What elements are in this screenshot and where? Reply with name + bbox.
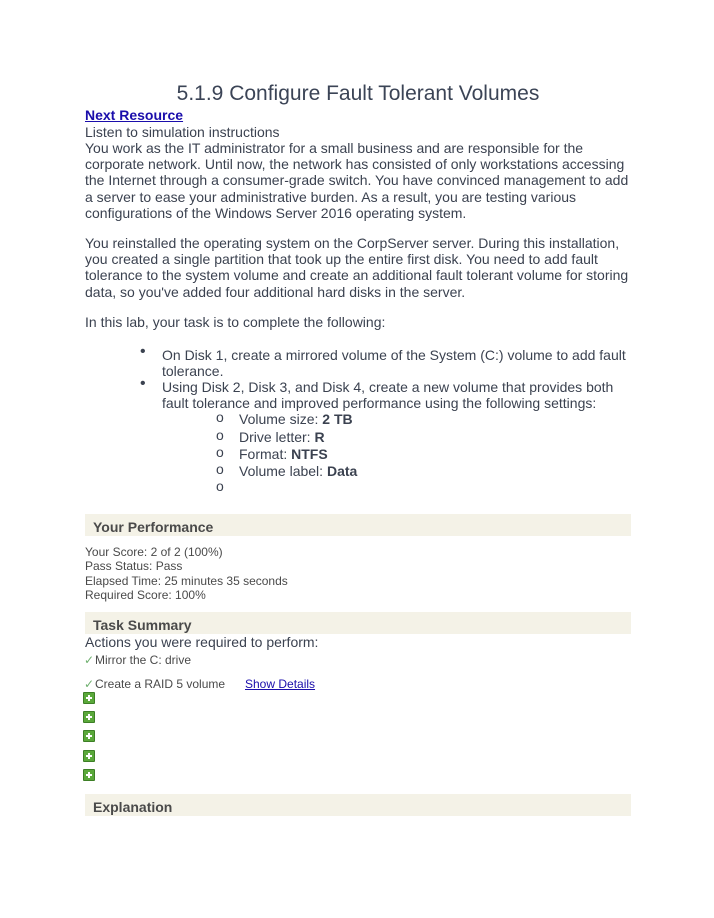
setting-volume-label [216,461,358,479]
bullet-icon: • [140,343,146,360]
next-resource-link[interactable]: Next Resource [85,107,184,123]
show-details-link[interactable]: Show Details [245,677,316,691]
bullet-icon: • [140,375,146,392]
section-heading: Task Summary [93,617,192,633]
expand-plus-icon[interactable] [83,692,95,704]
section-heading: Explanation [93,799,173,815]
required-score-text: Required Score: 100% [85,588,206,603]
setting-label: Format: [239,446,292,462]
list-item [140,375,632,412]
setting-value: Data [326,463,358,479]
checkmark-icon: ✓ [84,653,95,667]
sub-bullet-marker: o [216,427,224,443]
elapsed-time-text: Elapsed Time: 25 minutes 35 seconds [85,573,288,588]
intro-paragraph: You work as the IT administrator for a small business and are responsible for the corporate network. Until now, the network has consisted of only workstations accessing the Internet through a consumer-grade switch. You have convinced management to add a server to ease your administrative burden. As a result, you are testing various configurations of the Windows Server 2016 operating system. [85,140,629,221]
setting-value: R [314,429,325,445]
setting-label: Drive letter: [239,429,315,445]
list-item [140,343,632,380]
bullet-text: Using Disk 2, Disk 3, and Disk 4, create a new volume that provides both fault tolerance and improved performance using the following settings: [162,379,614,412]
explanation-section-header [85,794,631,816]
section-heading: Your Performance [93,519,214,535]
setting-label: Volume size: [239,411,323,427]
sub-bullet-marker: o [216,461,224,477]
setting-drive-letter [216,427,325,445]
setting-value: 2 TB [322,411,353,427]
task-text: Create a RAID 5 volume [95,677,226,691]
task-summary-section-header [85,612,631,634]
performance-details [85,545,288,603]
task-text: Mirror the C: drive [95,653,192,667]
sub-bullet-marker: o [216,444,224,460]
setting-label: Volume label: [239,463,327,479]
bullet-text: On Disk 1, create a mirrored volume of the System (C:) volume to add fault tolerance. [162,347,626,380]
setting-value: NTFS [291,446,328,462]
task-intro-paragraph: In this lab, your task is to complete the following: [85,314,386,330]
task-item-raid5 [84,677,225,691]
scenario-paragraph: You reinstalled the operating system on the CorpServer server. During this installation, you created a single partition that took up the entire first disk. You need to add fault tolerance to the system volume and create an additional fault tolerant volume for storing data, so you've added four additional hard disks in the server. [85,235,629,300]
expand-plus-icon[interactable] [83,711,95,723]
expand-plus-icon[interactable] [83,750,95,762]
pass-status-text: Pass Status: Pass [85,559,183,574]
task-item-mirror [84,653,191,667]
performance-section-header [85,514,631,536]
sub-bullet-marker: o [216,478,224,494]
setting-volume-size [216,409,353,427]
listen-instructions[interactable]: Listen to simulation instructions [85,124,280,140]
expand-plus-icon[interactable] [83,730,95,742]
checkmark-icon: ✓ [84,677,95,691]
actions-label: Actions you were required to perform: [85,634,319,650]
page-title: 5.1.9 Configure Fault Tolerant Volumes [176,82,540,105]
expand-plus-icon[interactable] [83,769,95,781]
sub-bullet-marker: o [216,409,224,425]
score-text: Your Score: 2 of 2 (100%) [85,545,223,559]
setting-format [216,444,328,462]
